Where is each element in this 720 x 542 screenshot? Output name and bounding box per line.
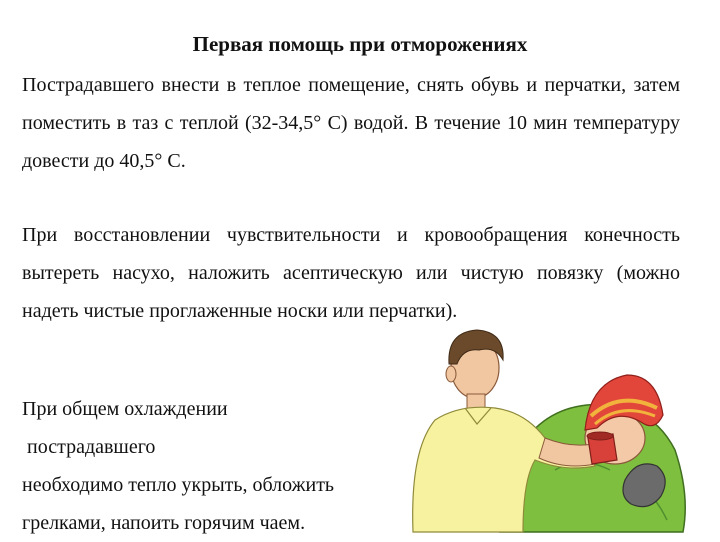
paragraph-warming: Пострадавшего внести в теплое помещение, снять обувь и перчатки, затем поместить в таз с теплой (32-34,5° С) водой. В течение 10 мин температуру довести до 40,5° С. [22, 74, 680, 172]
page-title: Первая помощь при отморожениях [192, 32, 528, 56]
first-aid-illustration [405, 320, 695, 535]
paragraph-line: грелками, напоить горячим чаем. [22, 512, 306, 534]
paragraph-line: При общем охлаждении [22, 398, 228, 420]
paragraph-general-cooling [22, 390, 422, 542]
paragraph-bandage: При восстановлении чувствительности и кровообращения конечность вытереть насухо, наложить асептическую или чистую повязку (можно надеть чистые проглаженные носки или перчатки). [22, 224, 680, 322]
paragraph-line: пострадавшего [22, 436, 156, 458]
paragraph-line: необходимо тепло укрыть, обложить [22, 474, 335, 496]
